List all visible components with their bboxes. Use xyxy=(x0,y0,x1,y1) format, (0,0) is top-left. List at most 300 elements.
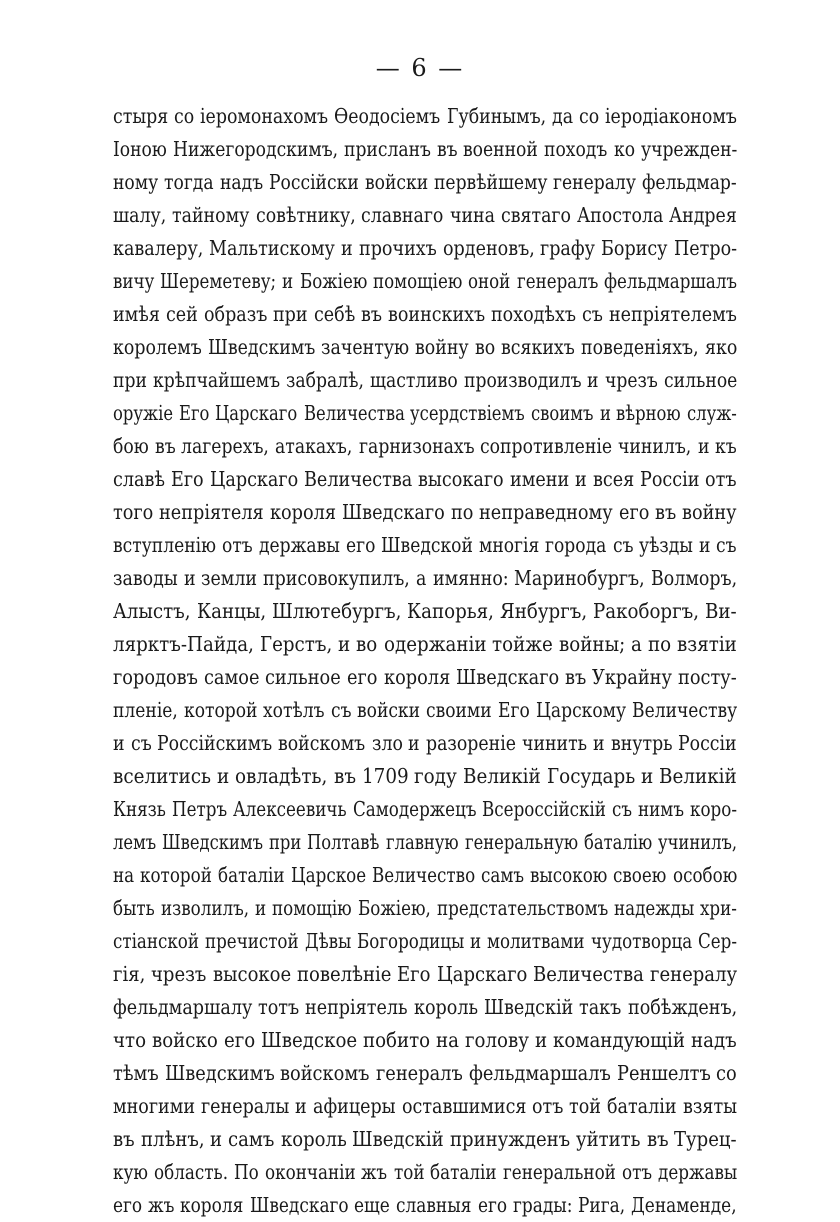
word: съ xyxy=(330,698,352,722)
word: коро- xyxy=(689,797,737,821)
word: въ xyxy=(360,302,382,326)
word: славѣ xyxy=(113,467,166,491)
word: высокаго xyxy=(418,467,504,491)
word: Шведскимъ xyxy=(164,1061,275,1085)
word: генералу xyxy=(649,962,737,986)
word: въ xyxy=(646,1127,669,1151)
text-line xyxy=(113,727,737,760)
text-line xyxy=(113,430,737,463)
word: королемъ xyxy=(113,335,202,359)
word: Алексеевичь xyxy=(233,797,347,821)
word: чрезъ xyxy=(151,962,207,986)
text-line xyxy=(113,1156,737,1189)
word: короля xyxy=(270,500,336,524)
word: въ xyxy=(113,1127,135,1151)
word: Нижегородскимъ, xyxy=(172,137,338,161)
word: гія, xyxy=(113,962,146,986)
word: Величества xyxy=(533,962,644,986)
word: вѣрною xyxy=(616,401,682,425)
word: военной xyxy=(463,137,539,161)
word: кавалеру, xyxy=(113,236,204,260)
text-line xyxy=(113,496,737,529)
word: хотѣлъ xyxy=(263,698,325,722)
word: вселитись xyxy=(113,764,211,788)
word: Князь xyxy=(113,797,166,821)
text-line xyxy=(113,1189,737,1222)
word: сопротивленіе xyxy=(480,434,613,458)
text-line xyxy=(113,661,737,694)
word: отъ xyxy=(532,1094,564,1118)
word: присовокупилъ, xyxy=(263,566,411,590)
word: надежды xyxy=(613,896,695,920)
word: непріятеля xyxy=(159,500,265,524)
word: и xyxy=(593,731,605,755)
word: Богородицы xyxy=(356,929,465,953)
word: къ xyxy=(715,434,737,458)
word: той xyxy=(569,1094,602,1118)
word: Рига, xyxy=(578,1193,626,1217)
text-line xyxy=(113,958,737,991)
word: со xyxy=(716,1061,737,1085)
word: тойже xyxy=(492,632,553,656)
word: имени xyxy=(509,467,569,491)
word: своимъ xyxy=(531,401,594,425)
word: первѣйшему xyxy=(433,170,548,194)
word: взяты xyxy=(682,1094,737,1118)
word: городовъ xyxy=(113,665,198,689)
word: Царское xyxy=(290,863,366,887)
word: генералъ xyxy=(516,269,598,293)
word: да xyxy=(551,104,573,128)
word: чинилъ, xyxy=(618,434,692,458)
word: чудотворца xyxy=(590,929,692,953)
word: уйтить xyxy=(576,1127,641,1151)
word: баталіи xyxy=(607,1094,677,1118)
word: Шведскаго xyxy=(249,1193,349,1217)
word: себѣ xyxy=(313,302,355,326)
word: оружіе xyxy=(113,401,174,425)
word: сей xyxy=(165,302,198,326)
word: со xyxy=(578,104,600,128)
word: побито xyxy=(363,1028,431,1052)
word: Апостола xyxy=(576,203,664,227)
word: многими xyxy=(113,1094,195,1118)
word: при xyxy=(113,368,147,392)
word: помощію xyxy=(271,896,352,920)
word: предстательствомъ xyxy=(436,896,608,920)
word: фельдмаршалу xyxy=(113,995,253,1019)
word: щастливо xyxy=(369,368,458,392)
word: пречистой xyxy=(204,929,299,953)
word: внутрь xyxy=(610,731,673,755)
word: крѣпчайшемъ xyxy=(152,368,280,392)
word: войну xyxy=(415,335,470,359)
body-text xyxy=(113,100,737,1222)
word: а xyxy=(416,566,427,590)
word: уѣзды xyxy=(639,533,694,557)
word: что xyxy=(113,1028,147,1052)
word: и xyxy=(697,434,710,458)
word: бою xyxy=(113,434,149,458)
word: Величества xyxy=(303,401,405,425)
word: Шведскій xyxy=(352,1127,445,1151)
word: взятіи xyxy=(677,632,737,656)
word: Величества xyxy=(303,467,413,491)
word: отъ xyxy=(222,533,253,557)
text-line xyxy=(113,331,737,364)
word: Величество xyxy=(371,863,475,887)
word: принужденъ xyxy=(450,1127,571,1151)
word: помощіею xyxy=(372,269,463,293)
word: войско xyxy=(152,1028,218,1052)
word: овладѣть, xyxy=(235,764,328,788)
word: короля xyxy=(383,665,450,689)
word: главную xyxy=(385,830,459,854)
word: Іоною xyxy=(113,137,167,161)
word: того xyxy=(113,500,154,524)
word: его xyxy=(618,500,650,524)
word: стіанской xyxy=(113,929,199,953)
word: фельдмар- xyxy=(642,170,737,194)
word: и xyxy=(183,566,196,590)
word: лагерехъ, xyxy=(181,434,270,458)
word: и xyxy=(295,1094,307,1118)
word: Его xyxy=(497,698,530,722)
word: голову xyxy=(465,1028,530,1052)
word: которой xyxy=(183,698,258,722)
word: фельдмаршалъ xyxy=(603,269,737,293)
word: учрежден- xyxy=(640,137,737,161)
word: непріятелемъ xyxy=(609,302,737,326)
word: одержаніи xyxy=(383,632,487,656)
word: Ѳеодосіемъ xyxy=(334,104,441,128)
text-line xyxy=(113,562,737,595)
word: еще xyxy=(354,1193,391,1217)
word: прочихъ xyxy=(358,236,437,260)
word: жъ xyxy=(148,1193,175,1217)
word: окончаніи xyxy=(264,1160,356,1184)
text-line xyxy=(113,232,737,265)
word: служ- xyxy=(687,401,737,425)
word: его xyxy=(347,665,378,689)
word: Шведское xyxy=(261,1028,358,1052)
word: въ xyxy=(565,665,587,689)
word: пленіе, xyxy=(113,698,178,722)
word: непріятель xyxy=(305,995,409,1019)
word: неправедному xyxy=(479,500,613,524)
text-line xyxy=(113,628,737,661)
text-line xyxy=(113,1024,737,1057)
text-line xyxy=(113,1090,737,1123)
word: Всероссійскій xyxy=(482,797,606,821)
word: съ xyxy=(582,302,604,326)
word: Алыстъ, xyxy=(113,599,191,623)
word: во xyxy=(356,632,378,656)
word: Денаменде, xyxy=(631,1193,737,1217)
word: вступленію xyxy=(113,533,217,557)
text-line xyxy=(113,529,737,562)
word: генералъ xyxy=(375,1061,463,1085)
word: орденовъ, xyxy=(442,236,535,260)
word: зло xyxy=(371,731,403,755)
word: король xyxy=(280,1127,347,1151)
word: державы xyxy=(657,1160,737,1184)
word: яко xyxy=(704,335,737,359)
word: 1709 xyxy=(361,764,409,788)
word: съ xyxy=(130,731,152,755)
word: По xyxy=(234,1160,259,1184)
text-line xyxy=(113,133,737,166)
word: воинскихъ xyxy=(387,302,486,326)
word: и xyxy=(640,764,654,788)
word: Шведскимъ xyxy=(162,830,264,854)
word: отъ xyxy=(705,467,737,491)
word: Шведскимъ xyxy=(207,335,316,359)
word: ко xyxy=(613,137,635,161)
word: въ xyxy=(436,137,458,161)
text-line xyxy=(113,793,737,826)
word: баталіи xyxy=(430,1160,497,1184)
word: и xyxy=(254,896,266,920)
word: и xyxy=(587,368,599,392)
word: Его xyxy=(397,962,431,986)
word: чрезъ xyxy=(604,368,658,392)
word: державы xyxy=(258,533,340,557)
word: всякихъ xyxy=(501,335,576,359)
word: учинилъ, xyxy=(657,830,737,854)
word: Канцы, xyxy=(196,599,266,623)
text-line xyxy=(113,892,737,925)
word: командующій xyxy=(553,1028,686,1052)
word: войски xyxy=(357,698,421,722)
word: грады: xyxy=(512,1193,573,1217)
word: Шереметеву; xyxy=(160,269,277,293)
word: Шведскаго xyxy=(341,500,445,524)
word: самое xyxy=(203,665,260,689)
word: при xyxy=(273,302,308,326)
word: Царскаго xyxy=(209,467,298,491)
word: Ракоборгъ, xyxy=(593,599,700,623)
word: въ xyxy=(154,434,176,458)
text-line xyxy=(113,397,737,430)
text-line xyxy=(113,100,737,133)
word: Турец- xyxy=(674,1127,737,1151)
word: Россіи xyxy=(639,467,700,491)
word: кую xyxy=(113,1160,148,1184)
word: многія xyxy=(478,533,540,557)
text-line xyxy=(113,595,737,628)
word: стыря xyxy=(113,104,169,128)
word: на xyxy=(436,1028,460,1052)
word: генеральную xyxy=(464,830,578,854)
page-number: — 6 — xyxy=(375,54,465,82)
word: тогда xyxy=(164,170,214,194)
word: афицеры xyxy=(312,1094,396,1118)
word: войну xyxy=(682,500,737,524)
word: Божіею, xyxy=(357,896,431,920)
word: и xyxy=(282,269,294,293)
word: Россіи xyxy=(678,731,737,755)
word: всея xyxy=(592,467,634,491)
text-line xyxy=(113,859,737,892)
text-line xyxy=(113,925,737,958)
word: Мальтискому xyxy=(209,236,336,260)
word: войны; xyxy=(558,632,626,656)
word: Царскаго xyxy=(436,962,528,986)
word: славныя xyxy=(396,1193,472,1217)
word: Маринобургъ, xyxy=(514,566,645,590)
word: и xyxy=(574,467,587,491)
word: баталію xyxy=(583,830,652,854)
word: Россійски xyxy=(268,170,359,194)
word: баталіи xyxy=(218,863,285,887)
word: которой xyxy=(140,863,213,887)
word: лярктъ-Пайда, xyxy=(113,632,254,656)
word: по xyxy=(450,500,474,524)
word: и xyxy=(216,764,230,788)
text-line xyxy=(113,826,737,859)
word: тайному xyxy=(172,203,250,227)
word: Сер- xyxy=(697,929,737,953)
word: чинить xyxy=(522,731,588,755)
text-line xyxy=(113,199,737,232)
word: генералу xyxy=(553,170,637,194)
text-line xyxy=(113,694,737,727)
text-line xyxy=(113,298,737,331)
word: изволилъ, xyxy=(160,896,249,920)
word: Великій xyxy=(659,764,737,788)
word: имянно: xyxy=(432,566,509,590)
word: поведеніяхъ, xyxy=(581,335,699,359)
word: Его xyxy=(179,401,210,425)
word: іеродіакономъ xyxy=(605,104,737,128)
word: графу xyxy=(540,236,596,260)
word: высокое xyxy=(212,962,291,986)
word: самъ xyxy=(480,863,524,887)
word: а xyxy=(631,632,642,656)
word: вичу xyxy=(113,269,155,293)
word: фельдмаршалъ xyxy=(468,1061,611,1085)
word: его xyxy=(345,533,376,557)
text-line xyxy=(113,1123,737,1156)
word: разореніе xyxy=(426,731,517,755)
word: Петръ xyxy=(171,797,228,821)
word: оставшимися xyxy=(401,1094,527,1118)
word: по xyxy=(647,632,672,656)
word: и xyxy=(113,731,125,755)
text-line xyxy=(113,265,737,298)
word: хри- xyxy=(700,896,737,920)
word: и xyxy=(599,401,611,425)
word: Шведской xyxy=(381,533,473,557)
word: Россійскимъ xyxy=(157,731,273,755)
word: и xyxy=(338,632,351,656)
word: и xyxy=(470,929,482,953)
word: высокою xyxy=(529,863,608,887)
word: сильное xyxy=(663,368,737,392)
word: Государь xyxy=(546,764,635,788)
text-line xyxy=(113,463,737,496)
word: такъ xyxy=(579,995,622,1019)
word: и xyxy=(535,1028,548,1052)
word: совѣтнику, xyxy=(255,203,356,227)
word: ному xyxy=(113,170,159,194)
word: Шведскаго xyxy=(455,665,560,689)
word: въ xyxy=(333,764,356,788)
word: Петро- xyxy=(673,236,737,260)
word: Царскаго xyxy=(215,401,298,425)
word: и xyxy=(210,1127,223,1151)
word: войски xyxy=(364,170,428,194)
text-line xyxy=(113,760,737,793)
word: атакахъ, xyxy=(275,434,353,458)
word: посту- xyxy=(678,665,737,689)
word: своими xyxy=(426,698,492,722)
word: города xyxy=(545,533,607,557)
word: гарнизонахъ xyxy=(358,434,475,458)
text-line xyxy=(113,166,737,199)
word: повелѣніе xyxy=(296,962,392,986)
word: образъ xyxy=(203,302,268,326)
word: плѣнъ, xyxy=(140,1127,205,1151)
word: заводы xyxy=(113,566,178,590)
word: той xyxy=(393,1160,425,1184)
word: надъ xyxy=(691,1028,737,1052)
word: жъ xyxy=(361,1160,388,1184)
word: съ xyxy=(716,533,737,557)
word: Великій xyxy=(462,764,541,788)
word: генеральной xyxy=(502,1160,616,1184)
word: Андрея xyxy=(669,203,737,227)
word: походѣхъ xyxy=(491,302,577,326)
text-line xyxy=(113,364,737,397)
word: Шведскій xyxy=(484,995,574,1019)
word: Дѣвы xyxy=(304,929,351,953)
word: лемъ xyxy=(113,830,157,854)
word: усердствіемъ xyxy=(410,401,526,425)
word: походъ xyxy=(544,137,608,161)
word: Полтавѣ xyxy=(307,830,380,854)
word: производилъ xyxy=(463,368,582,392)
word: тотъ xyxy=(258,995,300,1019)
word: на xyxy=(113,863,135,887)
word: зачентую xyxy=(321,335,410,359)
word: іеромонахомъ xyxy=(200,104,329,128)
word: святаго xyxy=(500,203,571,227)
word: его xyxy=(477,1193,507,1217)
word: съ xyxy=(612,533,634,557)
word: и xyxy=(699,533,711,557)
word: Ви- xyxy=(705,599,737,623)
word: со xyxy=(174,104,195,128)
word: быть xyxy=(113,896,155,920)
word: присланъ xyxy=(343,137,431,161)
word: своею xyxy=(613,863,667,887)
word: отъ xyxy=(621,1160,652,1184)
word: году xyxy=(414,764,457,788)
word: побѣжденъ, xyxy=(627,995,737,1019)
word: Величеству xyxy=(631,698,737,722)
word: славнаго xyxy=(361,203,444,227)
word: войскомъ xyxy=(280,1061,370,1085)
word: войскомъ xyxy=(278,731,366,755)
word: его xyxy=(113,1193,143,1217)
word: особою xyxy=(672,863,737,887)
word: область. xyxy=(153,1160,229,1184)
text-line xyxy=(113,991,737,1024)
word: оной xyxy=(468,269,511,293)
word: Герстъ, xyxy=(259,632,333,656)
